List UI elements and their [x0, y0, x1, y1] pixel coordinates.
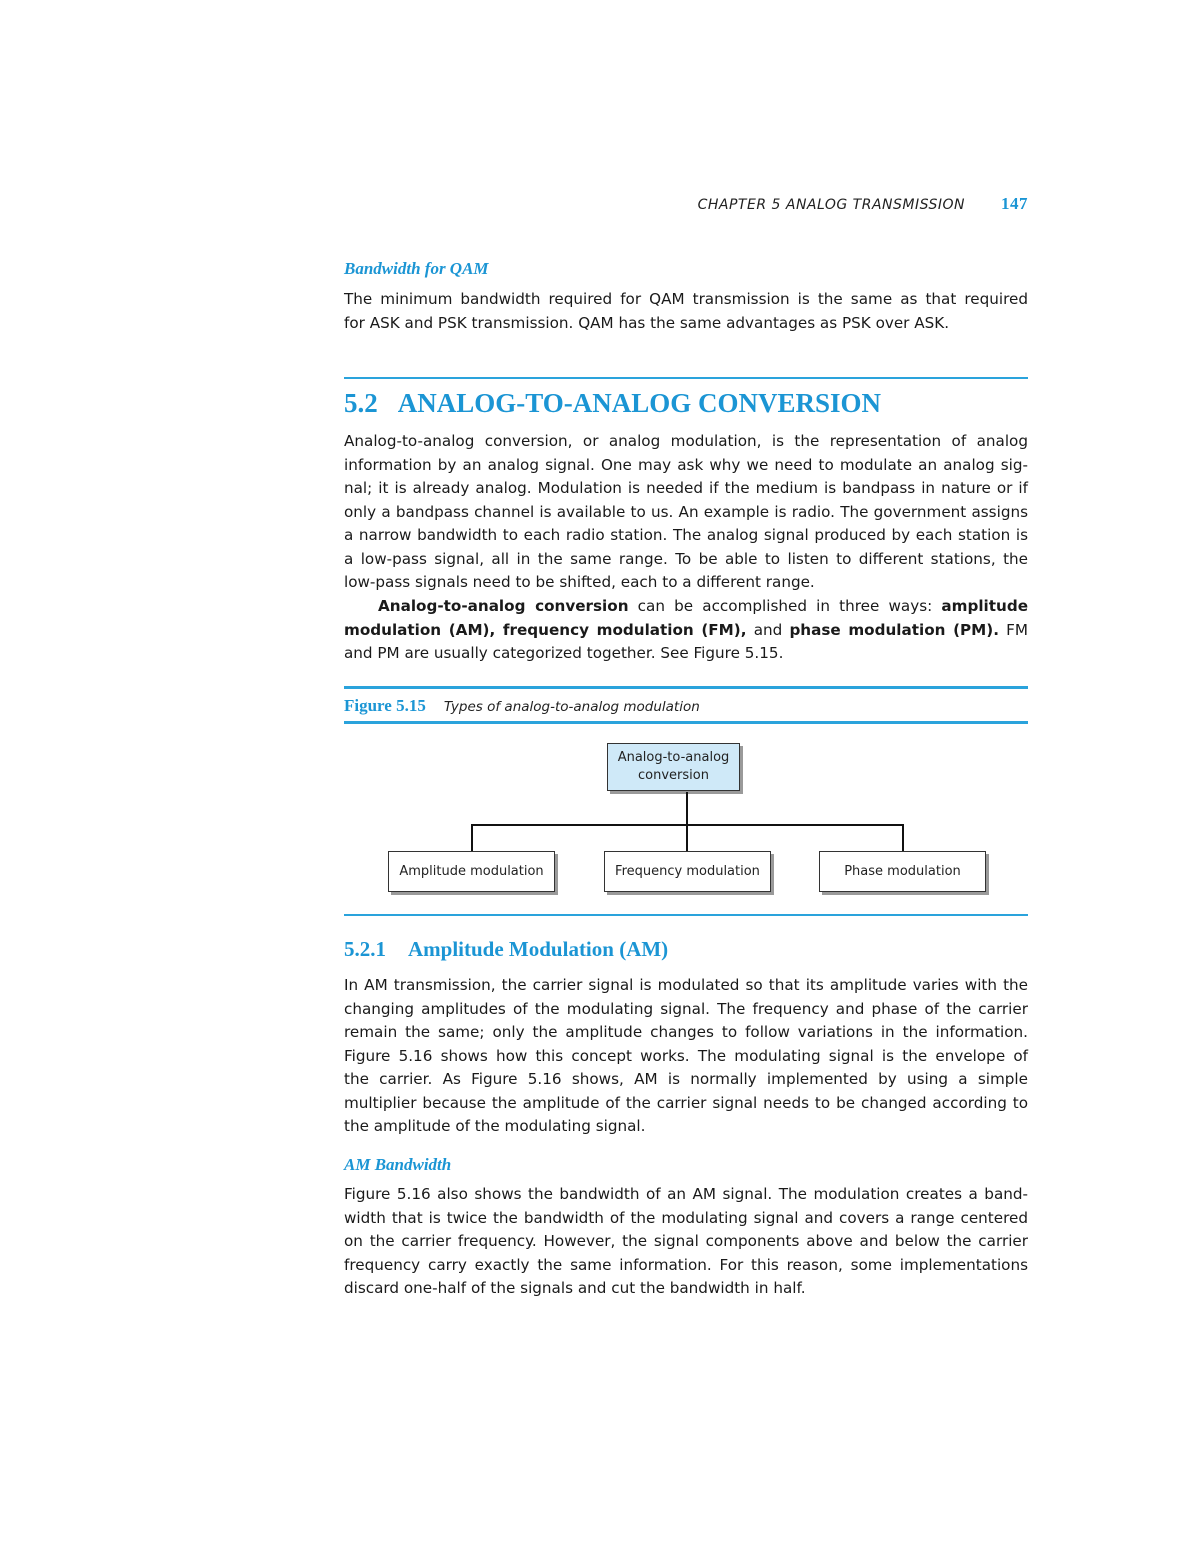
text-line	[344, 595, 1028, 619]
figure-caption-text: Types of analog-to-analog modulation	[443, 699, 700, 715]
bold-term: amplitude	[941, 597, 1029, 615]
text-line: a narrow bandwidth to each radio station. The analog signal produced by each station is	[344, 526, 1028, 544]
connector-vertical	[686, 792, 688, 825]
connector-right	[902, 824, 904, 852]
text-line: for ASK and PSK transmission. QAM has the same advantages as PSK over ASK.	[344, 313, 950, 332]
text-line: on the carrier frequency. However, the signal components above and below the carrier	[344, 1232, 1028, 1250]
subsection-title	[344, 937, 668, 962]
text-line: In AM transmission, the carrier signal is modulated so that its amplitude varies with the	[344, 976, 1028, 994]
page-number: 147	[1001, 194, 1028, 213]
text-line: discard one-half of the signals and cut the bandwidth in half.	[344, 1279, 806, 1297]
am-bandwidth-paragraph	[344, 1183, 1028, 1301]
section-title	[344, 388, 881, 419]
text-line: only a bandpass channel is available to us. An example is radio. The government assigns	[344, 502, 1028, 521]
text-line: low-pass signals need to be shifted, each to a different range.	[344, 573, 815, 591]
text-run: can be accomplished in three ways:	[628, 597, 942, 615]
text-line: The minimum bandwidth required for QAM transmission is the same as that required	[344, 290, 1028, 308]
figure-top-rule	[344, 686, 1028, 689]
bold-term: phase modulation (PM).	[789, 620, 999, 639]
text-line: the amplitude of the modulating signal.	[344, 1117, 646, 1135]
root-box	[607, 743, 740, 791]
section-rule	[344, 377, 1028, 379]
root-label-line1: Analog-to-analog	[617, 750, 730, 765]
section-paragraph-1	[344, 430, 1028, 595]
text-line: changing amplitudes of the modulating signal. The frequency and phase of the carrier	[344, 999, 1028, 1018]
text-line: width that is twice the bandwidth of the modulating signal and covers a range centered	[344, 1208, 1028, 1227]
modulation-tree-diagram	[344, 735, 1028, 905]
text-line: information by an analog signal. One may ask why we need to modulate an analog sig-	[344, 455, 1028, 474]
text-run: and	[746, 620, 790, 639]
section-title-text: ANALOG-TO-ANALOG CONVERSION	[397, 388, 882, 418]
qam-paragraph	[344, 288, 1028, 335]
running-title: CHAPTER 5 ANALOG TRANSMISSION	[697, 197, 965, 213]
subsection-title-text: Amplitude Modulation (AM)	[408, 937, 669, 961]
running-head	[698, 194, 1028, 214]
section-paragraph-2	[344, 595, 1028, 666]
text-line: remain the same; only the amplitude changes to follow variations in the information.	[344, 1023, 1028, 1041]
text-line: the carrier. As Figure 5.16 shows, AM is normally implemented by using a simple	[344, 1070, 1028, 1088]
text-line: a low-pass signal, all in the same range. To be able to listen to different stations, the	[344, 549, 1028, 568]
am-paragraph	[344, 974, 1028, 1139]
text-line: Analog-to-analog conversion, or analog modulation, is the representation of analog	[344, 432, 1028, 450]
text-line: multiplier because the amplitude of the carrier signal needs to be changed according to	[344, 1093, 1028, 1112]
frequency-modulation-box: Frequency modulation	[604, 851, 771, 892]
text-line: frequency carry exactly the same information. For this reason, some implementations	[344, 1255, 1028, 1274]
phase-modulation-box: Phase modulation	[819, 851, 986, 892]
subsection-number: 5.2.1	[344, 937, 386, 961]
bold-term: Analog-to-analog conversion	[378, 597, 629, 615]
qam-bandwidth-heading: Bandwidth for QAM	[344, 259, 489, 278]
figure-bottom-rule	[344, 914, 1028, 916]
connector-left	[471, 824, 473, 852]
figure-label: Figure 5.15	[344, 696, 426, 715]
connector-middle	[686, 824, 688, 852]
text-line: Figure 5.16 also shows the bandwidth of an AM signal. The modulation creates a band-	[344, 1185, 1028, 1203]
text-line: Figure 5.16 shows how this concept works. The modulating signal is the envelope of	[344, 1046, 1028, 1065]
text-line: nal; it is already analog. Modulation is needed if the medium is bandpass in nature or if	[344, 479, 1028, 497]
text-line: and PM are usually categorized together. See Figure 5.15.	[344, 644, 784, 662]
text-line	[344, 619, 1028, 643]
bold-term: modulation (AM), frequency modulation (FM),	[344, 620, 747, 639]
am-bandwidth-heading: AM Bandwidth	[344, 1155, 452, 1174]
amplitude-modulation-box: Amplitude modulation	[388, 851, 555, 892]
figure-caption-rule	[344, 721, 1028, 724]
root-label-line2: conversion	[638, 768, 709, 783]
figure-caption	[344, 696, 700, 716]
text-run: FM	[998, 620, 1028, 639]
section-number: 5.2	[344, 388, 378, 418]
